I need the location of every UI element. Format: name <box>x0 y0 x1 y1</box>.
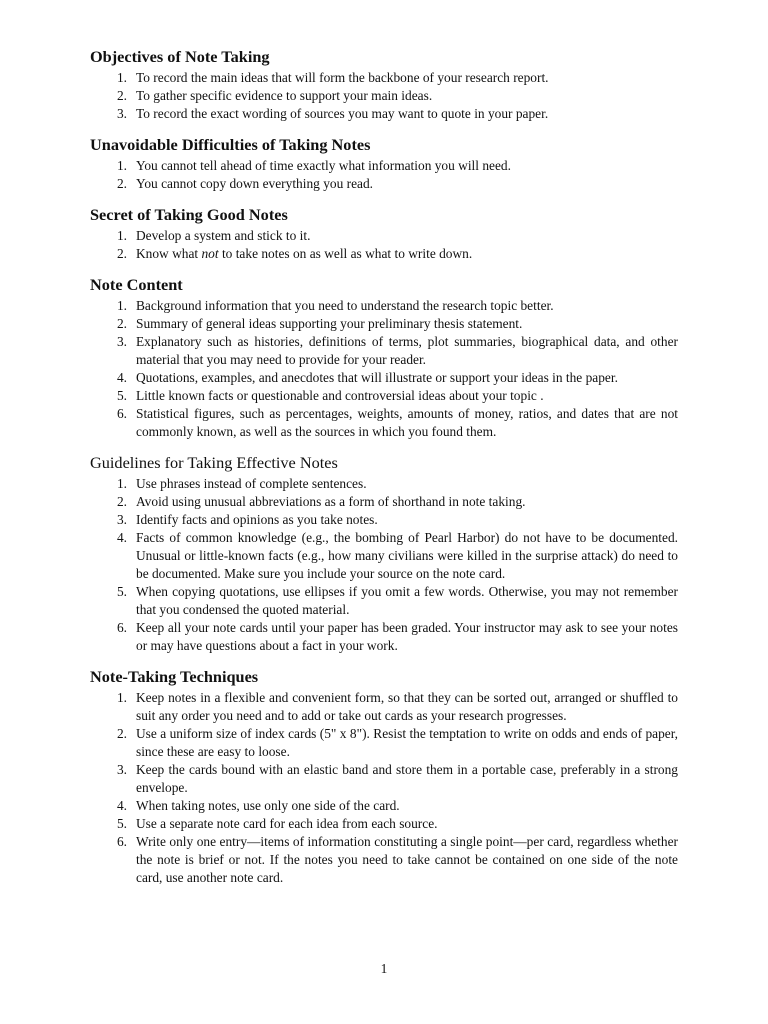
item-text: You cannot tell ahead of time exactly what information you will need. <box>136 158 511 173</box>
list-item <box>90 87 678 105</box>
list-item <box>90 369 678 387</box>
item-number: 4. <box>116 798 127 813</box>
emphasis-text: not <box>201 246 219 261</box>
item-number: 3. <box>116 762 127 777</box>
list-item <box>90 405 678 441</box>
section-difficulties <box>90 135 678 193</box>
list-item <box>90 529 678 583</box>
item-number: 2. <box>116 726 127 741</box>
section-heading: Secret of Taking Good Notes <box>90 205 288 224</box>
section-guidelines <box>90 453 678 655</box>
list-item <box>90 297 678 315</box>
list-item <box>90 315 678 333</box>
list-item <box>90 511 678 529</box>
item-number: 4. <box>116 370 127 385</box>
list-item <box>90 245 678 263</box>
item-text <box>136 245 678 263</box>
item-number: 5. <box>116 388 127 403</box>
section-secret <box>90 205 678 263</box>
item-number: 6. <box>116 620 127 635</box>
item-text: Keep all your note cards until your paper has been graded. Your instructor may ask to see your notes or may have questions about a fact in your work. <box>136 620 678 653</box>
item-number: 6. <box>116 834 127 849</box>
section-objectives <box>90 47 678 123</box>
item-text: Develop a system and stick to it. <box>136 228 311 243</box>
section-heading: Note Content <box>90 275 183 294</box>
item-number: 1. <box>116 70 127 85</box>
item-text: Use phrases instead of complete sentences. <box>136 476 367 491</box>
list-item <box>90 493 678 511</box>
item-text: Background information that you need to understand the research topic better. <box>136 298 554 313</box>
item-text: When copying quotations, use ellipses if you omit a few words. Otherwise, you may not remember that you condensed the quoted material. <box>136 584 678 617</box>
item-text: Explanatory such as histories, definitions of terms, plot summaries, biographical data, and other material that you may need to provide for your reader. <box>136 334 678 367</box>
numbered-list <box>90 689 678 887</box>
section-techniques <box>90 667 678 887</box>
item-number: 1. <box>116 476 127 491</box>
item-text-pre: Know what <box>136 246 202 261</box>
item-text-post: to take notes on as well as what to write down. <box>218 246 473 261</box>
item-text: Statistical figures, such as percentages, weights, amounts of money, ratios, and dates that are not commonly known, as well as the sources in which you found them. <box>136 406 678 439</box>
item-number: 1. <box>116 298 127 313</box>
item-text: Keep notes in a flexible and convenient form, so that they can be sorted out, arranged or shuffled to suit any order you need and to add or take out cards as your research progresses. <box>136 690 678 723</box>
list-item <box>90 333 678 369</box>
numbered-list <box>90 157 678 193</box>
section-heading: Objectives of Note Taking <box>90 47 270 66</box>
item-number: 2. <box>116 88 127 103</box>
page-number: 1 <box>380 961 388 976</box>
item-number: 2. <box>116 176 127 191</box>
list-item <box>90 833 678 887</box>
item-number: 1. <box>116 690 127 705</box>
item-text: Quotations, examples, and anecdotes that will illustrate or support your ideas in the paper. <box>136 370 618 385</box>
item-number: 4. <box>116 530 127 545</box>
item-number: 5. <box>116 584 127 599</box>
item-text: Identify facts and opinions as you take notes. <box>136 512 378 527</box>
item-text: Use a uniform size of index cards (5" x 8"). Resist the temptation to write on odds and ends of paper, since these are easy to loose. <box>136 726 678 759</box>
item-text: To record the main ideas that will form the backbone of your research report. <box>136 70 549 85</box>
item-number: 3. <box>116 512 127 527</box>
list-item <box>90 583 678 619</box>
item-number: 2. <box>116 494 127 509</box>
list-item <box>90 689 678 725</box>
list-item <box>90 175 678 193</box>
item-text: Avoid using unusual abbreviations as a form of shorthand in note taking. <box>136 494 526 509</box>
list-item <box>90 761 678 797</box>
item-number: 2. <box>116 246 127 261</box>
section-heading: Guidelines for Taking Effective Notes <box>90 453 338 472</box>
document-content <box>90 47 678 899</box>
item-text: To record the exact wording of sources you may want to quote in your paper. <box>136 106 549 121</box>
list-item <box>90 475 678 493</box>
list-item <box>90 797 678 815</box>
item-number: 6. <box>116 406 127 421</box>
list-item <box>90 725 678 761</box>
item-number: 3. <box>116 106 127 121</box>
item-number: 1. <box>116 228 127 243</box>
item-text: Facts of common knowledge (e.g., the bombing of Pearl Harbor) do not have to be documented. Unusual or little-known facts (e.g., how many civilians were killed in the surprise attack) do need to be documented. Make sure you include your source on the note card. <box>136 530 678 581</box>
list-item <box>90 105 678 123</box>
list-item <box>90 619 678 655</box>
item-number: 1. <box>116 158 127 173</box>
item-text: To gather specific evidence to support your main ideas. <box>136 88 433 103</box>
item-text: When taking notes, use only one side of the card. <box>136 798 400 813</box>
item-number: 3. <box>116 334 127 349</box>
section-heading: Unavoidable Difficulties of Taking Notes <box>90 135 371 154</box>
item-text: Use a separate note card for each idea from each source. <box>136 816 438 831</box>
item-text: Summary of general ideas supporting your preliminary thesis statement. <box>136 316 523 331</box>
section-note-content <box>90 275 678 441</box>
list-item <box>90 387 678 405</box>
item-text: Keep the cards bound with an elastic band and store them in a portable case, preferably in a strong envelope. <box>136 762 678 795</box>
numbered-list <box>90 227 678 263</box>
item-number: 5. <box>116 816 127 831</box>
item-number: 2. <box>116 316 127 331</box>
list-item <box>90 227 678 245</box>
list-item <box>90 69 678 87</box>
item-text: Write only one entry—items of information constituting a single point—per card, regardless whether the note is brief or not. If the notes you need to take cannot be contained on one side of the note card, use another note card. <box>136 834 678 885</box>
item-text: Little known facts or questionable and controversial ideas about your topic . <box>136 388 544 403</box>
numbered-list <box>90 297 678 441</box>
numbered-list <box>90 69 678 123</box>
list-item <box>90 815 678 833</box>
item-text: You cannot copy down everything you read. <box>136 176 374 191</box>
section-heading: Note-Taking Techniques <box>90 667 259 686</box>
numbered-list <box>90 475 678 655</box>
list-item <box>90 157 678 175</box>
